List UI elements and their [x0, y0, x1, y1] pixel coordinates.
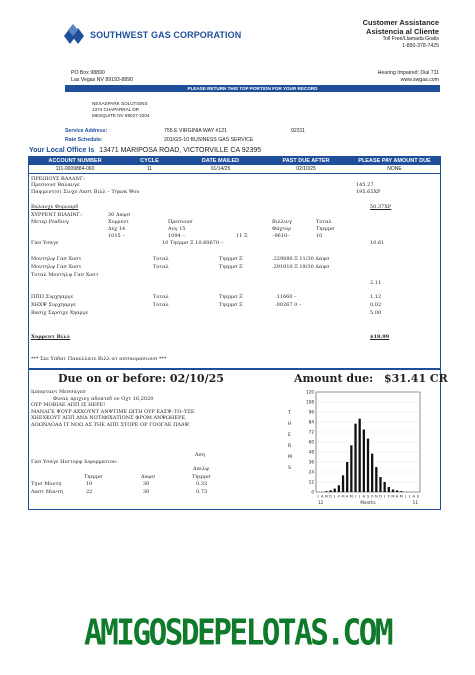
- chart-x-tick-label: J: [359, 494, 361, 499]
- meter-reading-label: Μετερ Ρεαδινγ: [31, 219, 69, 225]
- chart-y-tick-label: 36: [308, 459, 314, 465]
- basic-service-charge-amount: 5.00: [370, 310, 382, 316]
- chart-side-letter: E: [288, 433, 291, 438]
- chart-x-tick-label: J: [317, 494, 319, 499]
- remit-line1: PO Box 98890: [71, 70, 105, 76]
- meter-date-previous: Αυγ 15: [168, 226, 186, 232]
- monthly-gas-cost-2-label: Μοντηλψ Γασ Χοστ: [31, 264, 82, 270]
- history-row-2-label: Λαστ Μοντη: [31, 489, 63, 495]
- current-billing-days: 30 Δαψσ: [108, 212, 131, 218]
- hearing-impaired: Hearing Impaired: Dial 711: [377, 70, 439, 76]
- remit-line2: Las Vegas NV 89193-8890: [71, 77, 134, 83]
- return-banner-text: PLEASE RETURN THIS TOP PORTION FOR YOUR RECORD: [187, 86, 318, 91]
- meter-col-current: Χυρρεντ: [108, 219, 129, 225]
- chart-x-tick-label: A: [395, 494, 399, 499]
- chart-x-tick-label: M: [341, 494, 345, 499]
- bill-notice: *** Σεε Υπδατ Παπελλατε Βιλλ ατ ασσαομασιονσ ***: [31, 356, 167, 362]
- chart-y-tick-label: 120: [306, 389, 314, 395]
- chart-side-letter: H: [288, 422, 292, 427]
- prev-balance-amount: 145.27: [356, 182, 374, 188]
- current-bill-label: Χυρρεντ Βιλλ: [31, 334, 71, 340]
- past-due-value: 02/10/25: [296, 166, 316, 172]
- chart-y-tick-label: 24: [308, 469, 314, 475]
- rate-schedule-label: Rate Schedule:: [65, 137, 103, 143]
- amount-due-label: Amount due:: [294, 372, 374, 385]
- history-col-avg: Τηερμσ: [192, 474, 211, 480]
- chart-x-tick-label: A: [362, 494, 366, 499]
- history-row-1-therms: 10: [86, 481, 93, 487]
- hhw-surcharge-total: Τοταλ: [153, 302, 169, 308]
- chart-x-tick-label: S: [416, 494, 420, 499]
- monthly-gas-cost-2-therms: Τηερμσ Ξ: [219, 264, 243, 270]
- gas-usage-amount: 10.61: [370, 240, 385, 246]
- chart-x-tick-label: F: [387, 494, 390, 499]
- monthly-gas-cost-1-rate: .229880 Ξ 11/30 Δαψσ: [272, 256, 330, 262]
- basic-service-charge-label: Βασιχ Σερσιχε Χηαργε: [31, 310, 89, 316]
- chart-x-axis-label: Months: [360, 500, 376, 505]
- meter-col-previous: Πρεσιουσ: [168, 219, 193, 225]
- company-name: SOUTHWEST GAS CORPORATION: [90, 30, 242, 40]
- chart-x-tick-label: J: [354, 494, 357, 499]
- current-bill-amount: $18.99: [370, 334, 390, 340]
- chart-x-tick-label: N: [325, 494, 328, 499]
- monthly-gas-cost-2-total: Τοταλ: [153, 264, 169, 270]
- service-zip: 92311: [291, 128, 306, 134]
- ppp-surcharge-total: Τοταλ: [153, 294, 169, 300]
- current-billing-heading: ΧΥΡΡΕΝΤ ΒΙΛΛΙΝΓ:: [31, 212, 82, 218]
- gas-usage-label: Γασ Υσαγε: [31, 240, 59, 246]
- amount-due-value: $31.41 CR: [384, 372, 448, 385]
- chart-x-tick-label: J: [409, 494, 411, 499]
- chart-bar: [371, 454, 373, 492]
- meter-read-total: 10: [316, 233, 323, 239]
- local-office-value: 13471 MARIPOSA ROAD, VICTORVILLE CA 92395: [99, 147, 262, 154]
- message-line-3: ΜΑΝΑΓΕ ΨΟΥΡ ΑΧΧΟΥΝΤ ΑΝΨΤΙΜΕ ΩΙΤΗ ΟΥΡ ΕΑΣΨ–ΤΟ–ΥΣΕ: [31, 408, 195, 415]
- ppp-surcharge-label: ΠΠΠ Συρχηαργε: [31, 294, 74, 300]
- meter-col-total: Τοταλ: [316, 219, 332, 225]
- customer-name: NEXASPARK SOLUTIONS: [92, 101, 148, 106]
- history-row-2-days: 30: [143, 489, 150, 495]
- history-col-days: Δαψσ: [141, 474, 156, 480]
- cycle-value: 11: [146, 166, 153, 172]
- date-mailed-header: DATE MAILED: [201, 158, 240, 164]
- total-monthly-gas-cost-amount: 2.11: [370, 280, 382, 286]
- hhw-surcharge-therms: Τηερμσ Ξ: [219, 302, 243, 308]
- chart-y-tick-label: 60: [308, 439, 314, 445]
- chart-y-tick-label: 96: [308, 409, 314, 415]
- chart-bar: [359, 419, 361, 492]
- meter-factor-label: Φαχτορ: [272, 226, 292, 232]
- messages-heading: Ιμπορταντ Μεσσαγεσ: [31, 389, 86, 395]
- watermark: AMIGOSDEPELOTAS.COM: [83, 612, 392, 654]
- chart-x-tick-label: O: [370, 494, 374, 499]
- chart-bar: [367, 439, 369, 492]
- assist-tollfree: Toll Free/Llamada Gratis: [382, 36, 439, 42]
- customer-addr1: 1374 CHAPARRAL DR: [92, 107, 139, 112]
- meter-date-current: Δεχ 14: [108, 226, 126, 232]
- ppp-surcharge-amount: 1.12: [370, 294, 382, 300]
- balance-forward-label: Βαλανχε Φορωαρδ: [31, 204, 79, 210]
- chart-bar: [338, 485, 340, 492]
- prev-balance-label: Πρεσιουσ Βαλανγε: [31, 182, 80, 188]
- chart-x-tick-label: J: [334, 494, 336, 499]
- history-avg-head-1: Αση: [195, 452, 206, 458]
- history-row-2-therms: 22: [86, 489, 93, 495]
- hhw-surcharge-rate: .00267 0 –: [275, 302, 302, 308]
- total-monthly-gas-cost-label: Τοταλ Μοντηλψ Γασ Χοστ: [31, 272, 99, 278]
- chart-x-tick-label: A: [345, 494, 349, 499]
- chart-y-tick-label: 108: [306, 399, 314, 405]
- chart-bar: [350, 445, 352, 492]
- chart-x-tick-label: J: [384, 494, 386, 499]
- chart-y-tick-label: 12: [308, 479, 314, 485]
- customer-addr2: MESQUITE NV 89027-2204: [92, 113, 150, 118]
- chart-x-tick-label: S: [366, 494, 370, 499]
- chart-y-tick-label: 84: [308, 419, 314, 425]
- balance-forward-amount: 50.37ΧΡ: [370, 204, 392, 210]
- due-date: Due on or before: 02/10/25: [58, 372, 224, 385]
- chart-side-letter: S: [288, 466, 291, 471]
- history-row-2-avg: 0.73: [196, 489, 208, 495]
- chart-bar: [342, 475, 344, 492]
- gas-usage-calc: 10 Τηερμσ Ξ 10.60670 –: [162, 240, 224, 246]
- hhw-surcharge-label: ΧΗΧΨ Συρχηαργε: [31, 302, 76, 308]
- chart-x-tick-label: A: [412, 494, 415, 499]
- chart-bar: [383, 482, 385, 492]
- ppp-surcharge-therms: Τηερμσ Ξ: [219, 294, 243, 300]
- chart-side-letter: T: [288, 411, 291, 416]
- chart-bar: [392, 490, 394, 493]
- chart-x-tick-label: F: [337, 494, 340, 499]
- meter-read-current: 1015 –: [108, 233, 125, 239]
- local-office-label: Your Local Office Is: [29, 147, 95, 154]
- chart-x-end-label: 11: [412, 500, 418, 505]
- account-table: [28, 156, 441, 174]
- past-due-header: PAST DUE AFTER: [282, 158, 330, 164]
- website-link[interactable]: www.swgas.com: [400, 77, 439, 83]
- chart-x-tick-label: M: [391, 494, 395, 499]
- chart-bar: [375, 467, 377, 492]
- message-line-4: ΧΗΕΧΚΟΥΤ ΑΠΠ ΑΝΔ ΝΟΤΙΦΙΧΑΤΙΟΝΣ ΦΡΟΜ ΑΝΨΩΗΕΡΕ.: [31, 415, 187, 421]
- chart-bar: [325, 491, 327, 492]
- company-logo: [60, 24, 86, 46]
- monthly-gas-cost-2-rate: .291010 Ξ 19/30 Δαψσ: [272, 264, 330, 270]
- chart-bar: [329, 490, 331, 492]
- assist-title-en: Customer Assistance: [362, 18, 439, 27]
- cycle-header: CYCLE: [140, 158, 159, 164]
- chart-x-tick-label: J: [404, 494, 406, 499]
- chart-bar: [346, 462, 348, 492]
- chart-x-start-label: 12: [318, 500, 324, 505]
- meter-read-previous: 1094 –: [168, 233, 185, 239]
- payment-amount: 195.65ΧΡ: [356, 189, 381, 195]
- monthly-gas-cost-1-total: Τοταλ: [153, 256, 169, 262]
- chart-y-tick-label: 48: [308, 449, 314, 455]
- chart-x-tick-label: D: [329, 494, 332, 499]
- chart-x-tick-label: M: [399, 494, 403, 499]
- assist-title-es: Asistencia al Cliente: [366, 27, 439, 36]
- history-row-1-label: Τηισ Μοντη: [31, 481, 62, 487]
- history-avg-head-2: Δαιλψ: [193, 466, 210, 472]
- prev-balance-heading: ΠΡΕΩΙΟΥΣ ΒΑΛΑΝΓ:: [31, 176, 86, 182]
- usage-history-chart: [280, 386, 440, 512]
- chart-bar: [388, 487, 390, 492]
- meter-read-billing: –9610–: [272, 233, 290, 239]
- meter-col-billing: Βιλλινγ: [272, 219, 292, 225]
- chart-bar: [334, 489, 336, 492]
- history-row-1-avg: 0.33: [196, 481, 208, 487]
- chart-bar: [396, 490, 398, 492]
- chart-x-tick-label: N: [374, 494, 378, 499]
- history-title: Γασ Υσαγε Ηιστορψ Ινφορματιον:: [31, 459, 118, 465]
- chart-bar: [354, 424, 356, 492]
- ppp-surcharge-rate: .11660 –: [275, 294, 297, 300]
- chart-side-letter: R: [288, 444, 292, 449]
- chart-side-letter: M: [288, 455, 292, 460]
- chart-x-tick-label: A: [321, 494, 324, 499]
- payment-label: Παψμεντ(σ) Σινχε Λαστ Βιλλ – Τηανκ Ψου: [31, 189, 140, 195]
- history-row-1-days: 30: [143, 481, 150, 487]
- amount-due-header: PLEASE PAY AMOUNT DUE: [358, 158, 431, 164]
- service-address-label: Service Address:: [65, 128, 108, 134]
- monthly-gas-cost-1-label: Μοντηλψ Γασ Χοστ: [31, 256, 82, 262]
- service-address-value: 755 E VIRGINIA WAY #121: [164, 128, 228, 134]
- rate-schedule-value: 201/GS-10 BUSINESS GAS SERVICE: [164, 137, 254, 143]
- assist-phone: 1-850-378-7425: [402, 43, 439, 49]
- chart-bar: [379, 477, 381, 492]
- account-number-value: 111-0009884-060: [55, 166, 95, 172]
- hhw-surcharge-amount: 0.02: [370, 302, 382, 308]
- monthly-gas-cost-1-therms: Τηερμσ Ξ: [219, 256, 243, 262]
- meter-read-factor: 11 Ξ: [236, 233, 248, 239]
- account-number-header: ACCOUNT NUMBER: [48, 158, 102, 164]
- chart-bar: [400, 491, 402, 492]
- message-line-5: ΔΟΩΝΛΟΑΔ ΙΤ ΝΟΩ ΑΣ ΤΗΕ ΑΠΠ ΣΤΟΡΕ ΟΡ ΓΟΟΓΛΕ ΠΛΑΨ.: [31, 421, 191, 428]
- meter-therms-label: Τηερμσ: [316, 226, 335, 232]
- date-mailed-value: 01/14/25: [210, 166, 231, 172]
- chart-y-tick-label: 0: [311, 489, 314, 495]
- message-line-1: Φιναλ πριχινγ αδοπτεδ ον Οχτ 16,2020: [53, 395, 154, 402]
- chart-x-tick-label: D: [379, 494, 382, 499]
- message-line-2: ΟΥΡ ΜΟΒΙΛΕ ΑΠΠ ΙΣ ΗΕΡΕ!: [31, 402, 106, 408]
- chart-y-tick-label: 72: [308, 429, 314, 435]
- history-col-therms: Τηερμσ: [84, 474, 103, 480]
- chart-x-tick-label: M: [349, 494, 353, 499]
- return-banner: [65, 85, 440, 92]
- amount-due-value: NONE: [387, 166, 402, 172]
- chart-bar: [363, 430, 365, 493]
